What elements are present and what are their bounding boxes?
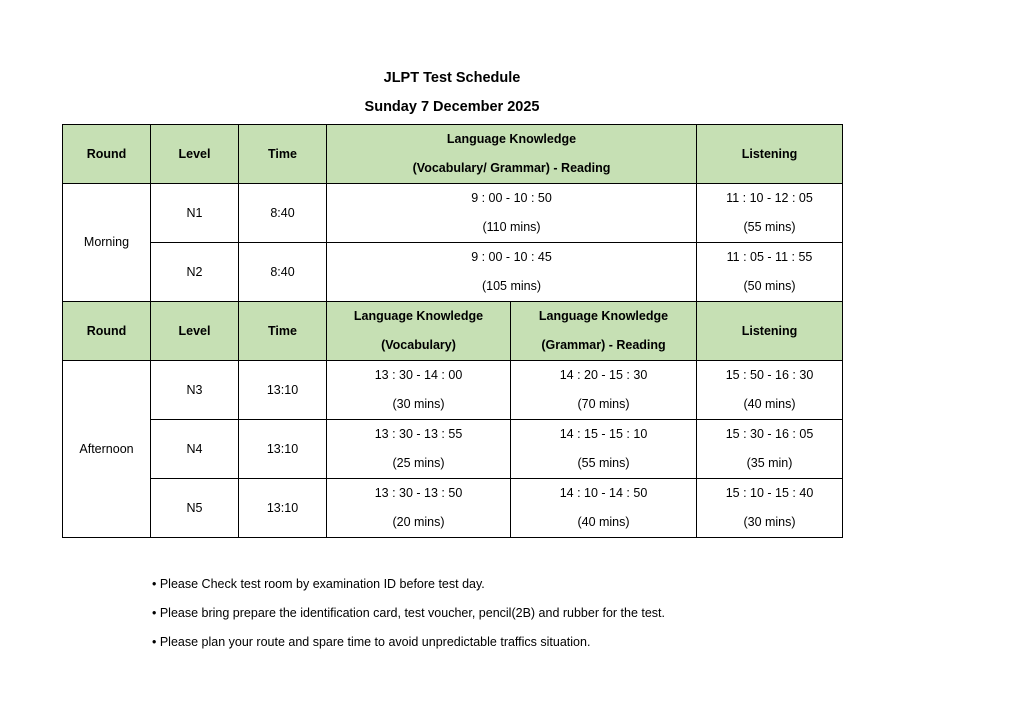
header-vocab-line1: Language Knowledge (353, 309, 484, 323)
header-time: Time (239, 125, 327, 184)
lk-time: 9 : 00 - 10 : 50 (471, 191, 552, 205)
grammar-time: 14 : 15 - 15 : 10 (559, 427, 648, 441)
header-row-afternoon (63, 302, 843, 361)
vocab-duration: (25 mins) (392, 456, 445, 470)
notes-list (152, 575, 665, 662)
header-grammar-reading (511, 302, 697, 361)
grammar-duration: (55 mins) (577, 456, 630, 470)
level-cell: N4 (151, 420, 239, 479)
header-language-knowledge (327, 125, 697, 184)
grammar-duration: (70 mins) (577, 397, 630, 411)
note-bring-items: • Please bring prepare the identification card, test voucher, pencil(2B) and rubber for the test. (152, 606, 666, 620)
listening-time: 15 : 50 - 16 : 30 (725, 368, 814, 382)
round-morning: Morning (63, 184, 151, 302)
time-cell: 13:10 (239, 420, 327, 479)
table-row (63, 479, 843, 538)
header-lk-line2: (Vocabulary/ Grammar) - Reading (412, 161, 611, 175)
level-cell: N3 (151, 361, 239, 420)
listening-duration: (35 min) (746, 456, 793, 470)
header-lk-line1: Language Knowledge (446, 132, 577, 146)
listening-cell (697, 243, 843, 302)
schedule-date: Sunday 7 December 2025 (364, 99, 540, 115)
level-cell: N1 (151, 184, 239, 243)
schedule-table (62, 124, 843, 538)
round-afternoon: Afternoon (63, 361, 151, 538)
table-row (63, 361, 843, 420)
header-gram-line2: (Grammar) - Reading (541, 338, 666, 352)
lk-cell (327, 243, 697, 302)
time-cell: 8:40 (239, 184, 327, 243)
vocab-cell (327, 479, 511, 538)
header-listening: Listening (697, 125, 843, 184)
listening-time: 11 : 10 - 12 : 05 (726, 191, 813, 205)
level-cell: N2 (151, 243, 239, 302)
lk-time: 9 : 00 - 10 : 45 (471, 250, 552, 264)
grammar-cell (511, 420, 697, 479)
listening-cell (697, 361, 843, 420)
time-cell: 13:10 (239, 361, 327, 420)
grammar-time: 14 : 20 - 15 : 30 (559, 368, 648, 382)
header-gram-line1: Language Knowledge (538, 309, 669, 323)
vocab-cell (327, 420, 511, 479)
lk-duration: (110 mins) (482, 220, 541, 234)
note-plan-route: • Please plan your route and spare time to avoid unpredictable traffics situation. (152, 635, 591, 649)
time-cell: 13:10 (239, 479, 327, 538)
table-row (63, 420, 843, 479)
header-level: Level (151, 302, 239, 361)
grammar-time: 14 : 10 - 14 : 50 (559, 486, 648, 500)
grammar-cell (511, 479, 697, 538)
header-listening: Listening (697, 302, 843, 361)
grammar-duration: (40 mins) (577, 515, 630, 529)
vocab-time: 13 : 30 - 14 : 00 (374, 368, 463, 382)
table-row (63, 184, 843, 243)
listening-time: 11 : 05 - 11 : 55 (726, 250, 813, 264)
vocab-duration: (20 mins) (392, 515, 445, 529)
listening-time: 15 : 30 - 16 : 05 (725, 427, 814, 441)
page-title: JLPT Test Schedule (383, 70, 521, 86)
listening-duration: (30 mins) (743, 515, 796, 529)
vocab-duration: (30 mins) (392, 397, 445, 411)
listening-cell (697, 479, 843, 538)
vocab-cell (327, 361, 511, 420)
level-cell: N5 (151, 479, 239, 538)
header-level: Level (151, 125, 239, 184)
note-check-room: • Please Check test room by examination ID before test day. (152, 577, 485, 591)
header-vocab-line2: (Vocabulary) (381, 338, 456, 352)
table-row (63, 243, 843, 302)
listening-duration: (40 mins) (743, 397, 796, 411)
header-round: Round (63, 302, 151, 361)
header-vocabulary (327, 302, 511, 361)
time-cell: 8:40 (239, 243, 327, 302)
lk-cell (327, 184, 697, 243)
vocab-time: 13 : 30 - 13 : 55 (374, 427, 463, 441)
listening-cell (697, 184, 843, 243)
header-time: Time (239, 302, 327, 361)
header-round: Round (63, 125, 151, 184)
listening-duration: (50 mins) (743, 279, 796, 293)
listening-cell (697, 420, 843, 479)
lk-duration: (105 mins) (481, 279, 542, 293)
vocab-time: 13 : 30 - 13 : 50 (374, 486, 463, 500)
grammar-cell (511, 361, 697, 420)
listening-duration: (55 mins) (743, 220, 796, 234)
listening-time: 15 : 10 - 15 : 40 (725, 486, 814, 500)
header-row-morning (63, 125, 843, 184)
